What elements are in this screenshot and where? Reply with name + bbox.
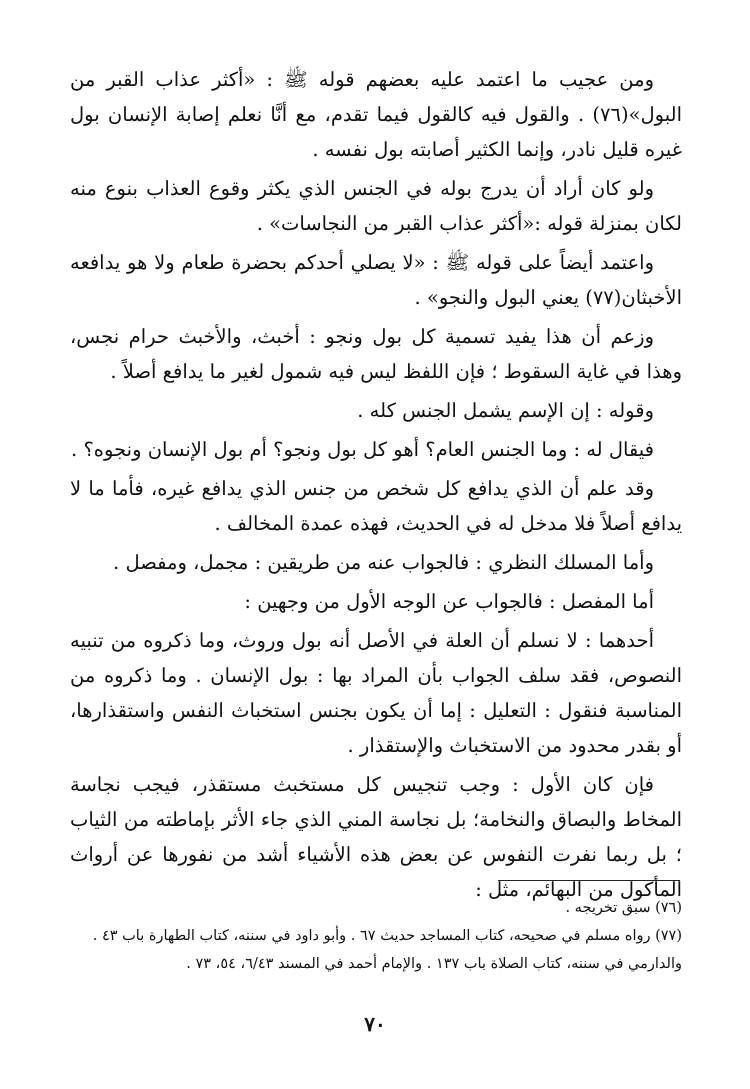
paragraph: وزعم أن هذا يفيد تسمية كل بول ونجو : أخبث، والأخبث حرام نجس، وهذا في غاية السقوط ؛ فإن اللفظ ليس فيه شمول لغير ما يدافع أصلاً . (70, 325, 682, 383)
page-number: ٧٠ (364, 1012, 386, 1036)
footnote-77: (٧٧) رواه مسلم في صحيحه، كتاب المساجد حديث ٦٧ . وأبو داود في سننه، كتاب الطهارة باب ٤٣ . والدارمي في سننه، كتاب الصلاة باب ١٣٧ . والإمام أحمد في المسند ٦/٤٣، ٥٤، ٧٣ . (92, 928, 682, 972)
footnote-76: (٧٦) سبق تخريجه . (565, 900, 682, 916)
footnote-divider (498, 880, 680, 881)
main-text (70, 62, 682, 911)
paragraph: فيقال له : وما الجنس العام؟ أهو كل بول ونجو؟ أم بول الإنسان ونجوه؟ . (71, 438, 654, 461)
paragraph: وأما المسلك النظري : فالجواب عنه من طريقين : مجمل، ومفصل . (113, 551, 654, 574)
paragraph: ومن عجيب ما اعتمد عليه بعضهم قوله ﷺ : «أكثر عذاب القبر من البول»(٧٦) . والقول فيه كالقول فيما تقدم، مع أنَّا نعلم إصابة الإنسان بول غيره قليل نادر، وإنما الكثير أصابته بول نفسه . (70, 68, 682, 161)
paragraph: أحدهما : لا نسلم أن العلة في الأصل أنه بول وروث، وما ذكروه من تنبيه النصوص، فقد سلف الجواب بأن المراد بها : بول الإنسان . وما ذكروه من المناسبة فنقول : التعليل : إما أن يكون بجنس استخباث النفس واستقذارها، أو بقدر محدود من الاستخباث والإستقذار . (70, 629, 682, 757)
footnotes (70, 894, 682, 978)
paragraph: ولو كان أراد أن يدرج بوله في الجنس الذي يكثر وقوع العذاب بنوع منه لكان بمنزلة قوله :«أكثر عذاب القبر من النجاسات» . (70, 177, 682, 235)
paragraph: واعتمد أيضاً على قوله ﷺ : «لا يصلي أحدكم بحضرة طعام ولا هو يدافعه الأخبثان(٧٧) يعني البول والنجو» . (70, 251, 682, 309)
paragraph: وقوله : إن الإسم يشمل الجنس كله . (357, 399, 654, 422)
paragraph: فإن كان الأول : وجب تنجيس كل مستخبث مستقذر، فيجب نجاسة المخاط والبصاق والنخامة؛ بل نجاسة المني الذي جاء الأثر بإماطته من الثياب ؛ بل ربما نفرت النفوس عن بعض هذه الأشياء أشد من نفورها عن أرواث المأكول من البهائم، مثل : (70, 773, 682, 901)
paragraph: أما المفصل : فالجواب عن الوجه الأول من وجهين : (244, 590, 654, 613)
paragraph: وقد علم أن الذي يدافع كل شخص من جنس الذي يدافع غيره، فأما ما لا يدافع أصلاً فلا مدخل له في الحديث، فهذه عمدة المخالف . (70, 477, 682, 535)
